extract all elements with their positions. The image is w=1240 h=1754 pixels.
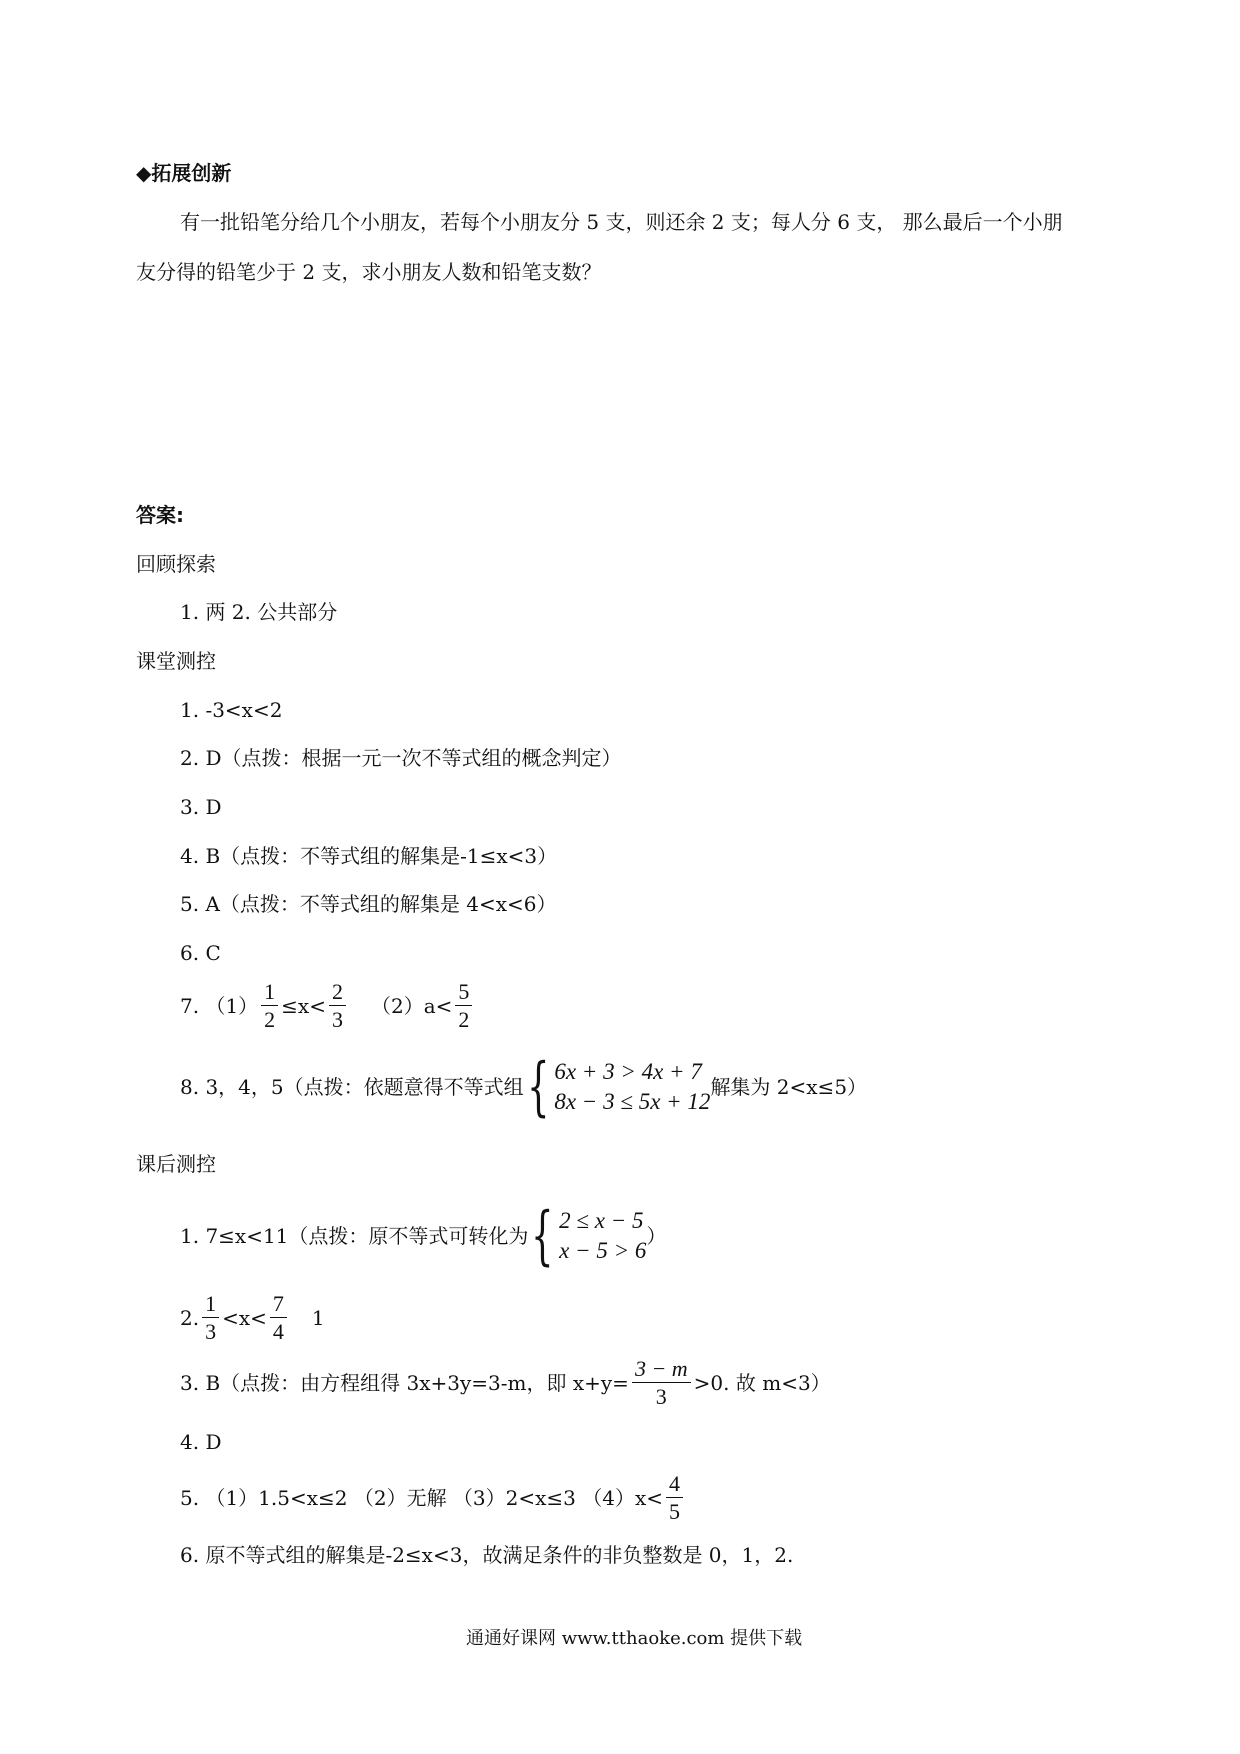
answer-8-suffix: 解集为 2<x≤5） (710, 1075, 868, 1099)
after-5-text: 5. （1）1.5<x≤2 （2）无解 （3）2<x≤3 （4）x< (180, 1485, 664, 1510)
after-class-answer-4: 4. D (180, 1430, 222, 1454)
after-class-answer-2 (180, 1292, 325, 1343)
classroom-answer-2: 2. D（点拨：根据一元一次不等式组的概念判定） (180, 746, 622, 770)
section-heading-extension: ◆拓展创新 (136, 161, 232, 185)
system-equation-1: 2 ≤ x − 5 (559, 1208, 644, 1234)
classroom-answer-8 (180, 1050, 868, 1124)
after-class-answer-6: 6. 原不等式组的解集是-2≤x<3，故满足条件的非负整数是 0，1，2. (180, 1543, 794, 1567)
classroom-answer-5: 5. A（点拨：不等式组的解集是 4<x<6） (180, 892, 557, 916)
fraction-five-halves (455, 980, 472, 1031)
fraction-denominator: 5 (669, 1499, 681, 1525)
after-3-prefix: 3. B（点拨：由方程组得 3x+3y=3-m，即 x+y= (180, 1370, 629, 1395)
inequality-system (528, 1199, 647, 1273)
classroom-title: 课堂测控 (136, 649, 216, 673)
after-class-title: 课后测控 (136, 1152, 216, 1176)
left-brace-icon: { (531, 1199, 554, 1273)
fraction-one-third (202, 1292, 219, 1343)
answer-8-prefix: 8. 3，4，5（点拨：依题意得不等式组 (180, 1075, 524, 1099)
after-class-answer-3 (180, 1357, 831, 1408)
inequality-system (524, 1050, 711, 1124)
fraction-numerator: 4 (666, 1472, 683, 1498)
classroom-answer-1: 1. -3<x<2 (180, 698, 283, 722)
problem-text-line-1: 有一批铅笔分给几个小朋友，若每个小朋友分 5 支，则还余 2 支；每人分 6 支， 那么最后一个小朋 (180, 210, 1063, 234)
after-class-answer-1 (180, 1199, 667, 1273)
fraction-numerator: 7 (270, 1292, 287, 1318)
answer-7-mid2: （2）a< (370, 993, 453, 1018)
classroom-answer-7 (180, 980, 475, 1031)
classroom-answer-6: 6. C (180, 941, 221, 965)
page-footer: 通通好课网 www.tthaoke.com 提供下载 (466, 1628, 803, 1649)
after-1-prefix: 1. 7≤x<11（点拨：原不等式可转化为 (180, 1224, 529, 1248)
fraction-one-half (261, 980, 278, 1031)
classroom-answer-3: 3. D (180, 795, 222, 819)
fraction-denominator: 3 (205, 1319, 217, 1345)
system-equation-1: 6x + 3 > 4x + 7 (554, 1059, 702, 1085)
fraction-numerator: 2 (329, 980, 346, 1006)
fraction-two-thirds (329, 980, 346, 1031)
review-answer-line: 1. 两 2. 公共部分 (180, 600, 338, 624)
review-title: 回顾探索 (136, 552, 216, 576)
after-2-mid: <x< (222, 1305, 267, 1330)
fraction-denominator: 3 (331, 1007, 343, 1033)
fraction-numerator: 3 − m (632, 1357, 691, 1383)
fraction-seven-quarters (270, 1292, 287, 1343)
left-brace-icon: { (526, 1050, 550, 1124)
classroom-answer-4: 4. B（点拨：不等式组的解集是-1≤x<3） (180, 844, 558, 868)
fraction-numerator: 5 (455, 980, 472, 1006)
fraction-numerator: 1 (202, 1292, 219, 1318)
fraction-denominator: 2 (264, 1007, 276, 1033)
fraction-numerator: 1 (261, 980, 278, 1006)
fraction-denominator: 3 (655, 1384, 667, 1410)
answer-7-prefix: 7. （1） (180, 993, 259, 1018)
answers-heading: 答案: (136, 503, 184, 527)
fraction-four-fifths (666, 1472, 683, 1523)
fraction-three-minus-m-over-three (632, 1357, 691, 1408)
after-class-answer-5 (180, 1472, 686, 1523)
after-2-prefix: 2. (180, 1305, 200, 1330)
problem-text-line-2: 友分得的铅笔少于 2 支，求小朋友人数和铅笔支数？ (136, 260, 602, 284)
system-equation-2: 8x − 3 ≤ 5x + 12 (554, 1089, 711, 1114)
fraction-denominator: 2 (458, 1007, 470, 1033)
answer-7-mid1: ≤x< (281, 993, 326, 1018)
after-3-suffix: >0. 故 m<3） (693, 1370, 831, 1395)
after-1-suffix: ） (646, 1224, 667, 1248)
system-equation-2: x − 5 > 6 (559, 1238, 647, 1263)
after-2-suffix: 1 (311, 1305, 325, 1330)
fraction-denominator: 4 (272, 1319, 284, 1345)
